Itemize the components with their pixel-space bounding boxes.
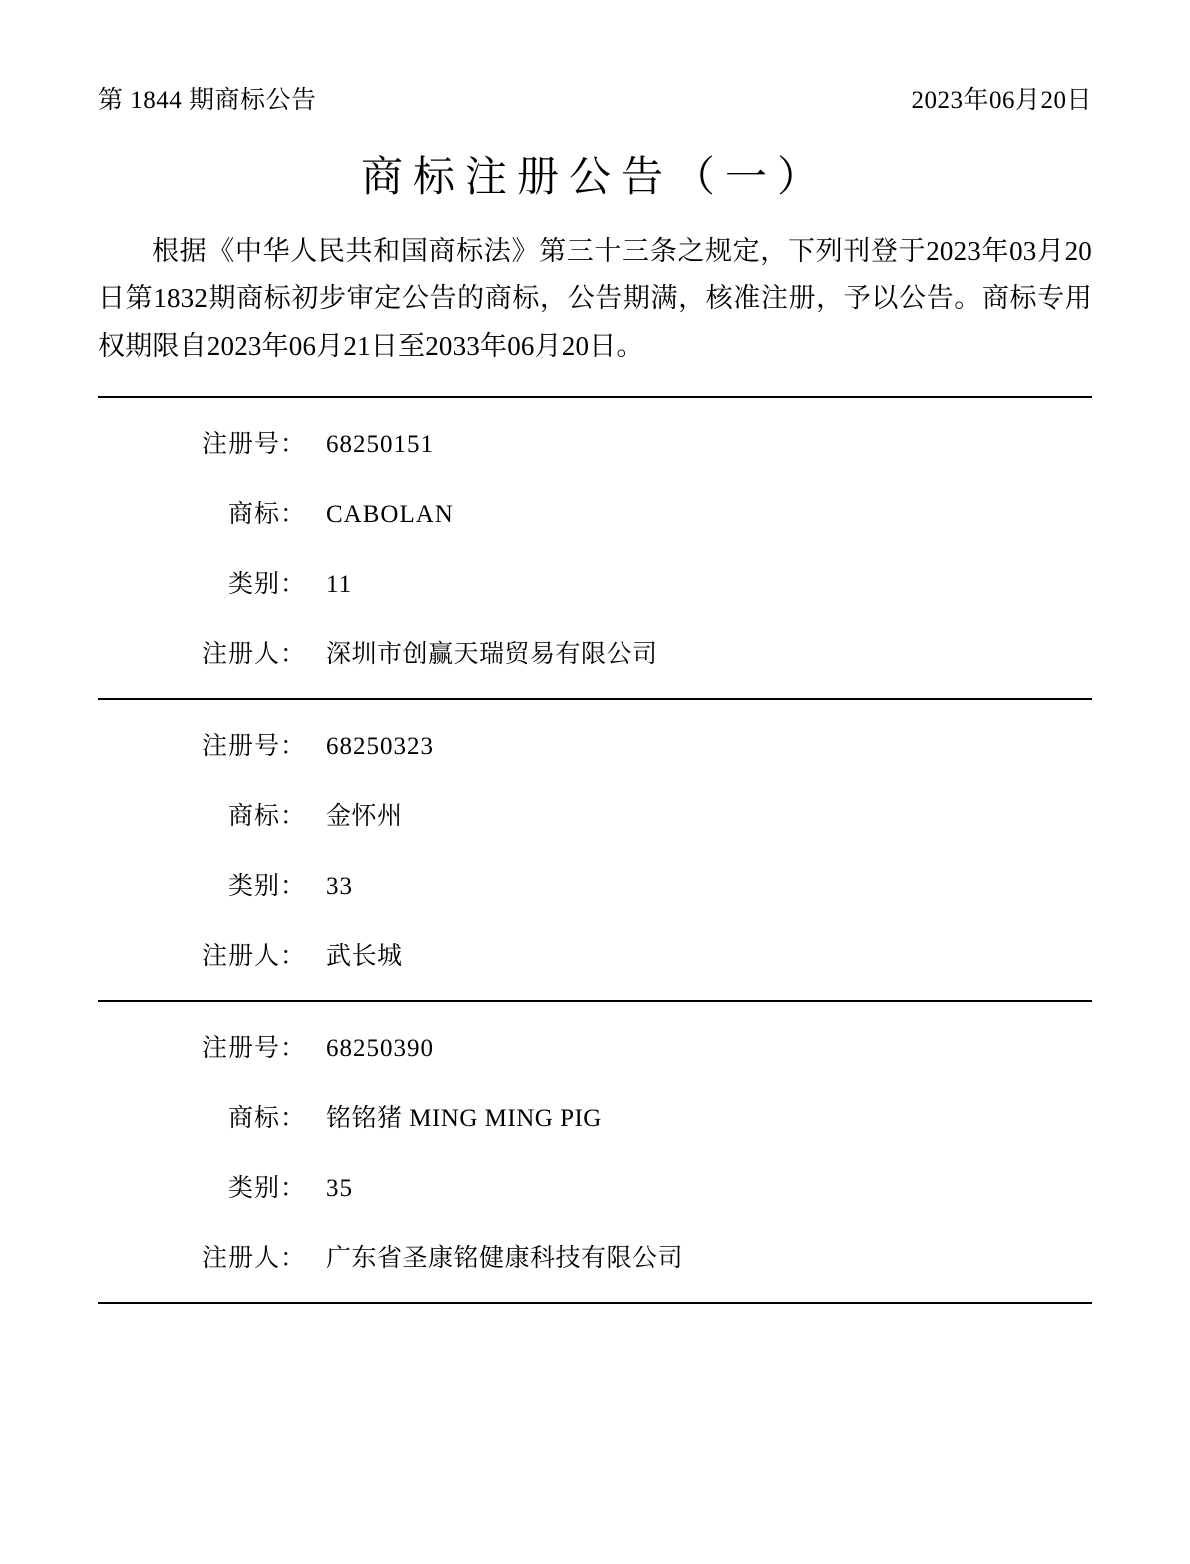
entry-row-trademark bbox=[98, 1098, 1092, 1134]
label-category: 类别： bbox=[227, 1174, 306, 1202]
value-trademark: CABOLAN bbox=[326, 500, 454, 528]
issue-label: 第 1844 期商标公告 bbox=[98, 87, 317, 114]
entry-row-trademark bbox=[98, 494, 1092, 530]
entry-row-trademark bbox=[98, 796, 1092, 832]
trademark-entry bbox=[98, 700, 1092, 1000]
entry-row-category bbox=[98, 866, 1092, 902]
trademark-entry bbox=[98, 398, 1092, 698]
value-trademark: 金怀州 bbox=[326, 802, 403, 830]
label-reg-no: 注册号： bbox=[201, 732, 306, 760]
label-trademark: 商标： bbox=[227, 500, 306, 528]
value-trademark: 铭铭猪 MING MING PIG bbox=[326, 1104, 602, 1132]
value-category: 33 bbox=[326, 872, 353, 900]
value-registrant: 广东省圣康铭健康科技有限公司 bbox=[326, 1244, 684, 1272]
label-trademark: 商标： bbox=[227, 802, 306, 830]
value-registrant: 武长城 bbox=[326, 942, 403, 970]
entry-row-registrant bbox=[98, 634, 1092, 670]
label-reg-no: 注册号： bbox=[201, 1034, 306, 1062]
label-category: 类别： bbox=[227, 570, 306, 598]
value-category: 35 bbox=[326, 1174, 353, 1202]
label-category: 类别： bbox=[227, 872, 306, 900]
entry-row-category bbox=[98, 1168, 1092, 1204]
publication-date: 2023年06月20日 bbox=[911, 87, 1092, 114]
label-registrant: 注册人： bbox=[201, 1244, 306, 1272]
entry-row-registrant bbox=[98, 936, 1092, 972]
value-reg-no: 68250390 bbox=[326, 1034, 434, 1062]
entry-row-reg-no bbox=[98, 726, 1092, 762]
intro-paragraph: 根据《中华人民共和国商标法》第三十三条之规定，下列刊登于2023年03月20日第1832期商标初步审定公告的商标，公告期满，核准注册，予以公告。商标专用权期限自2023年06月21日至2033年06月20日。 bbox=[98, 236, 1092, 361]
entry-row-reg-no bbox=[98, 424, 1092, 460]
bottom-spacer bbox=[98, 1304, 1092, 1344]
page-title: 商标注册公告（一） bbox=[360, 155, 829, 201]
label-reg-no: 注册号： bbox=[201, 430, 306, 458]
label-registrant: 注册人： bbox=[201, 640, 306, 668]
value-reg-no: 68250151 bbox=[326, 430, 434, 458]
value-reg-no: 68250323 bbox=[326, 732, 434, 760]
label-trademark: 商标： bbox=[227, 1104, 306, 1132]
value-category: 11 bbox=[326, 570, 353, 598]
trademark-entry bbox=[98, 1002, 1092, 1302]
entry-row-registrant bbox=[98, 1238, 1092, 1274]
entry-row-reg-no bbox=[98, 1028, 1092, 1064]
value-registrant: 深圳市创赢天瑞贸易有限公司 bbox=[326, 640, 658, 668]
entry-row-category bbox=[98, 564, 1092, 600]
label-registrant: 注册人： bbox=[201, 942, 306, 970]
page-header bbox=[98, 80, 1092, 116]
